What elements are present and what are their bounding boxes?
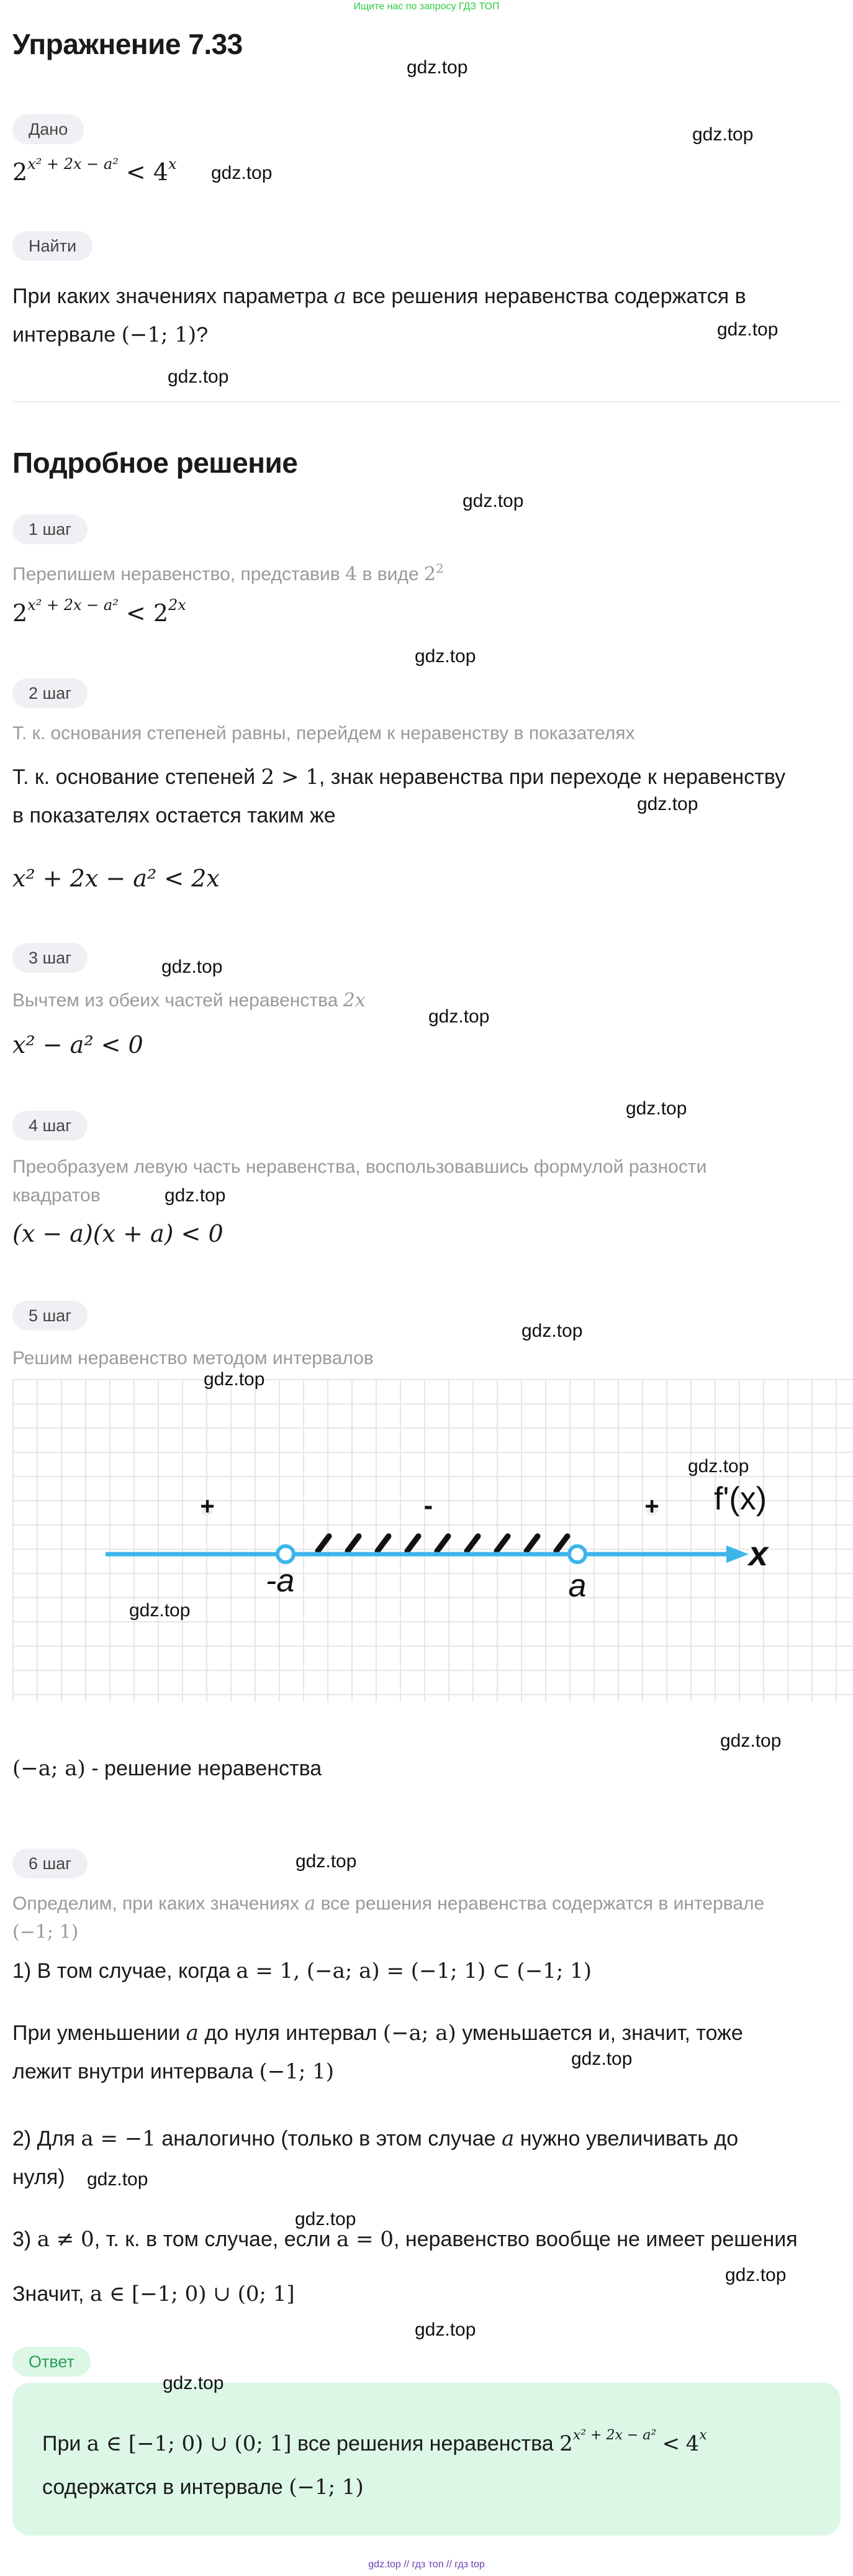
watermark: gdz.top bbox=[521, 1321, 583, 1341]
watermark: gdz.top bbox=[295, 2209, 356, 2229]
watermark: gdz.top bbox=[637, 794, 698, 814]
hatch-marks bbox=[318, 1536, 567, 1551]
watermark: gdz.top bbox=[163, 2373, 224, 2393]
watermark: gdz.top bbox=[717, 319, 779, 340]
answer-badge: Ответ bbox=[12, 2347, 91, 2377]
interval-diagram-svg bbox=[12, 1379, 853, 1702]
func-label: f'(x) bbox=[714, 1481, 767, 1517]
watermark: gdz.top bbox=[725, 2265, 787, 2285]
step5-badge: 5 шаг bbox=[12, 1301, 88, 1331]
step3-note: Вычтем из обеих частей неравенства 2x bbox=[12, 990, 366, 1011]
sign-mid: - bbox=[423, 1490, 433, 1521]
step1-formula: $2^{x^2 + 2x - a^2} < 2^{2x}$ bbox=[12, 596, 186, 627]
step4-formula: (x − a)(x + a) < 0 bbox=[12, 1220, 223, 1247]
watermark: gdz.top bbox=[165, 1185, 226, 1206]
step5-note: Решим неравенство методом интервалов bbox=[12, 1348, 374, 1368]
footer: gdz.top // гдз топ // гдз top bbox=[368, 2559, 485, 2570]
watermark: gdz.top bbox=[87, 2169, 148, 2190]
watermark: gdz.top bbox=[463, 491, 524, 511]
step3-badge: 3 шаг bbox=[12, 943, 88, 973]
step2-text: Т. к. основание степеней 2 > 1, знак неравенства при переходе к неравенству в показателях остается таким же bbox=[12, 765, 786, 827]
sign-left: + bbox=[200, 1493, 215, 1520]
given-formula: $2^{x^2 + 2x - a^2} < 4^x$ bbox=[12, 155, 177, 186]
step6-p1: 1) В том случае, когда a = 1, (−a; a) = (−1; 1) ⊂ (−1; 1) bbox=[12, 1959, 592, 1983]
step6-note: Определим, при каких значениях a все решения неравенства содержатся в интервале (−1; 1) bbox=[12, 1893, 765, 1943]
step5-result: (−a; a) - решение неравенства bbox=[12, 1756, 322, 1781]
watermark: gdz.top bbox=[571, 2049, 633, 2069]
find-badge: Найти bbox=[12, 231, 93, 261]
top-banner: Ищите нас по запросу ГДЗ ТОП bbox=[353, 1, 500, 12]
divider bbox=[12, 401, 841, 403]
watermark: gdz.top bbox=[692, 124, 754, 145]
watermark: gdz.top bbox=[688, 1456, 749, 1477]
watermark: gdz.top bbox=[211, 163, 273, 183]
solution-title: Подробное решение bbox=[12, 447, 298, 479]
watermark: gdz.top bbox=[415, 646, 476, 667]
step4-note: Преобразуем левую часть неравенства, воспользовавшись формулой разности квадратов bbox=[12, 1157, 707, 1206]
step1-badge: 1 шаг bbox=[12, 514, 88, 544]
watermark: gdz.top bbox=[626, 1098, 687, 1119]
given-badge: Дано bbox=[12, 114, 84, 144]
watermark: gdz.top bbox=[161, 957, 223, 977]
label-a: a bbox=[568, 1568, 587, 1604]
step6-p2: При уменьшении a до нуля интервал (−a; a) уменьшается и, значит, тоже лежит внутри интервала (−1; 1) bbox=[12, 2021, 743, 2084]
axis-arrow bbox=[726, 1545, 749, 1563]
watermark: gdz.top bbox=[204, 1369, 265, 1390]
step2-note: Т. к. основания степеней равны, перейдем к неравенству в показателях bbox=[12, 723, 635, 744]
step6-p4: 3) a ≠ 0, т. к. в том случае, если a = 0, неравенство вообще не имеет решения bbox=[12, 2227, 798, 2252]
answer-box: При a ∈ [−1; 0) ∪ (0; 1] все решения неравенства $2^{x^2 + 2x - a^2} < 4^x$ содержатся в интервале (−1; 1) bbox=[12, 2383, 841, 2536]
find-text: При каких значениях параметра a все решения неравенства содержатся в интервале (−1; 1)? bbox=[12, 284, 746, 347]
interval-diagram bbox=[12, 1379, 853, 1702]
page-title: Упражнение 7.33 bbox=[12, 28, 243, 60]
watermark: gdz.top bbox=[168, 366, 229, 387]
watermark: gdz.top bbox=[720, 1731, 782, 1751]
watermark: gdz.top bbox=[407, 57, 468, 78]
step2-badge: 2 шаг bbox=[12, 678, 88, 708]
step6-badge: 6 шаг bbox=[12, 1849, 88, 1878]
watermark: gdz.top bbox=[415, 2319, 476, 2340]
point-a bbox=[569, 1546, 585, 1562]
watermark: gdz.top bbox=[296, 1851, 357, 1872]
point-minus-a bbox=[278, 1546, 294, 1562]
step1-note: Перепишем неравенство, представив 4 в виде $2^2$ bbox=[12, 561, 444, 585]
label-minus-a: -a bbox=[266, 1563, 295, 1599]
sign-right: + bbox=[644, 1493, 659, 1520]
axis-label: x bbox=[749, 1534, 769, 1573]
step2-formula: x² + 2x − a² < 2x bbox=[12, 865, 220, 892]
step6-p5: Значит, a ∈ [−1; 0) ∪ (0; 1] bbox=[12, 2282, 295, 2306]
step6-p3: 2) Для a = −1 аналогично (только в этом случае a нужно увеличивать до нуля) bbox=[12, 2126, 739, 2189]
step3-formula: x² − a² < 0 bbox=[12, 1031, 143, 1058]
step4-badge: 4 шаг bbox=[12, 1111, 88, 1140]
watermark: gdz.top bbox=[428, 1006, 490, 1027]
watermark: gdz.top bbox=[129, 1600, 191, 1621]
